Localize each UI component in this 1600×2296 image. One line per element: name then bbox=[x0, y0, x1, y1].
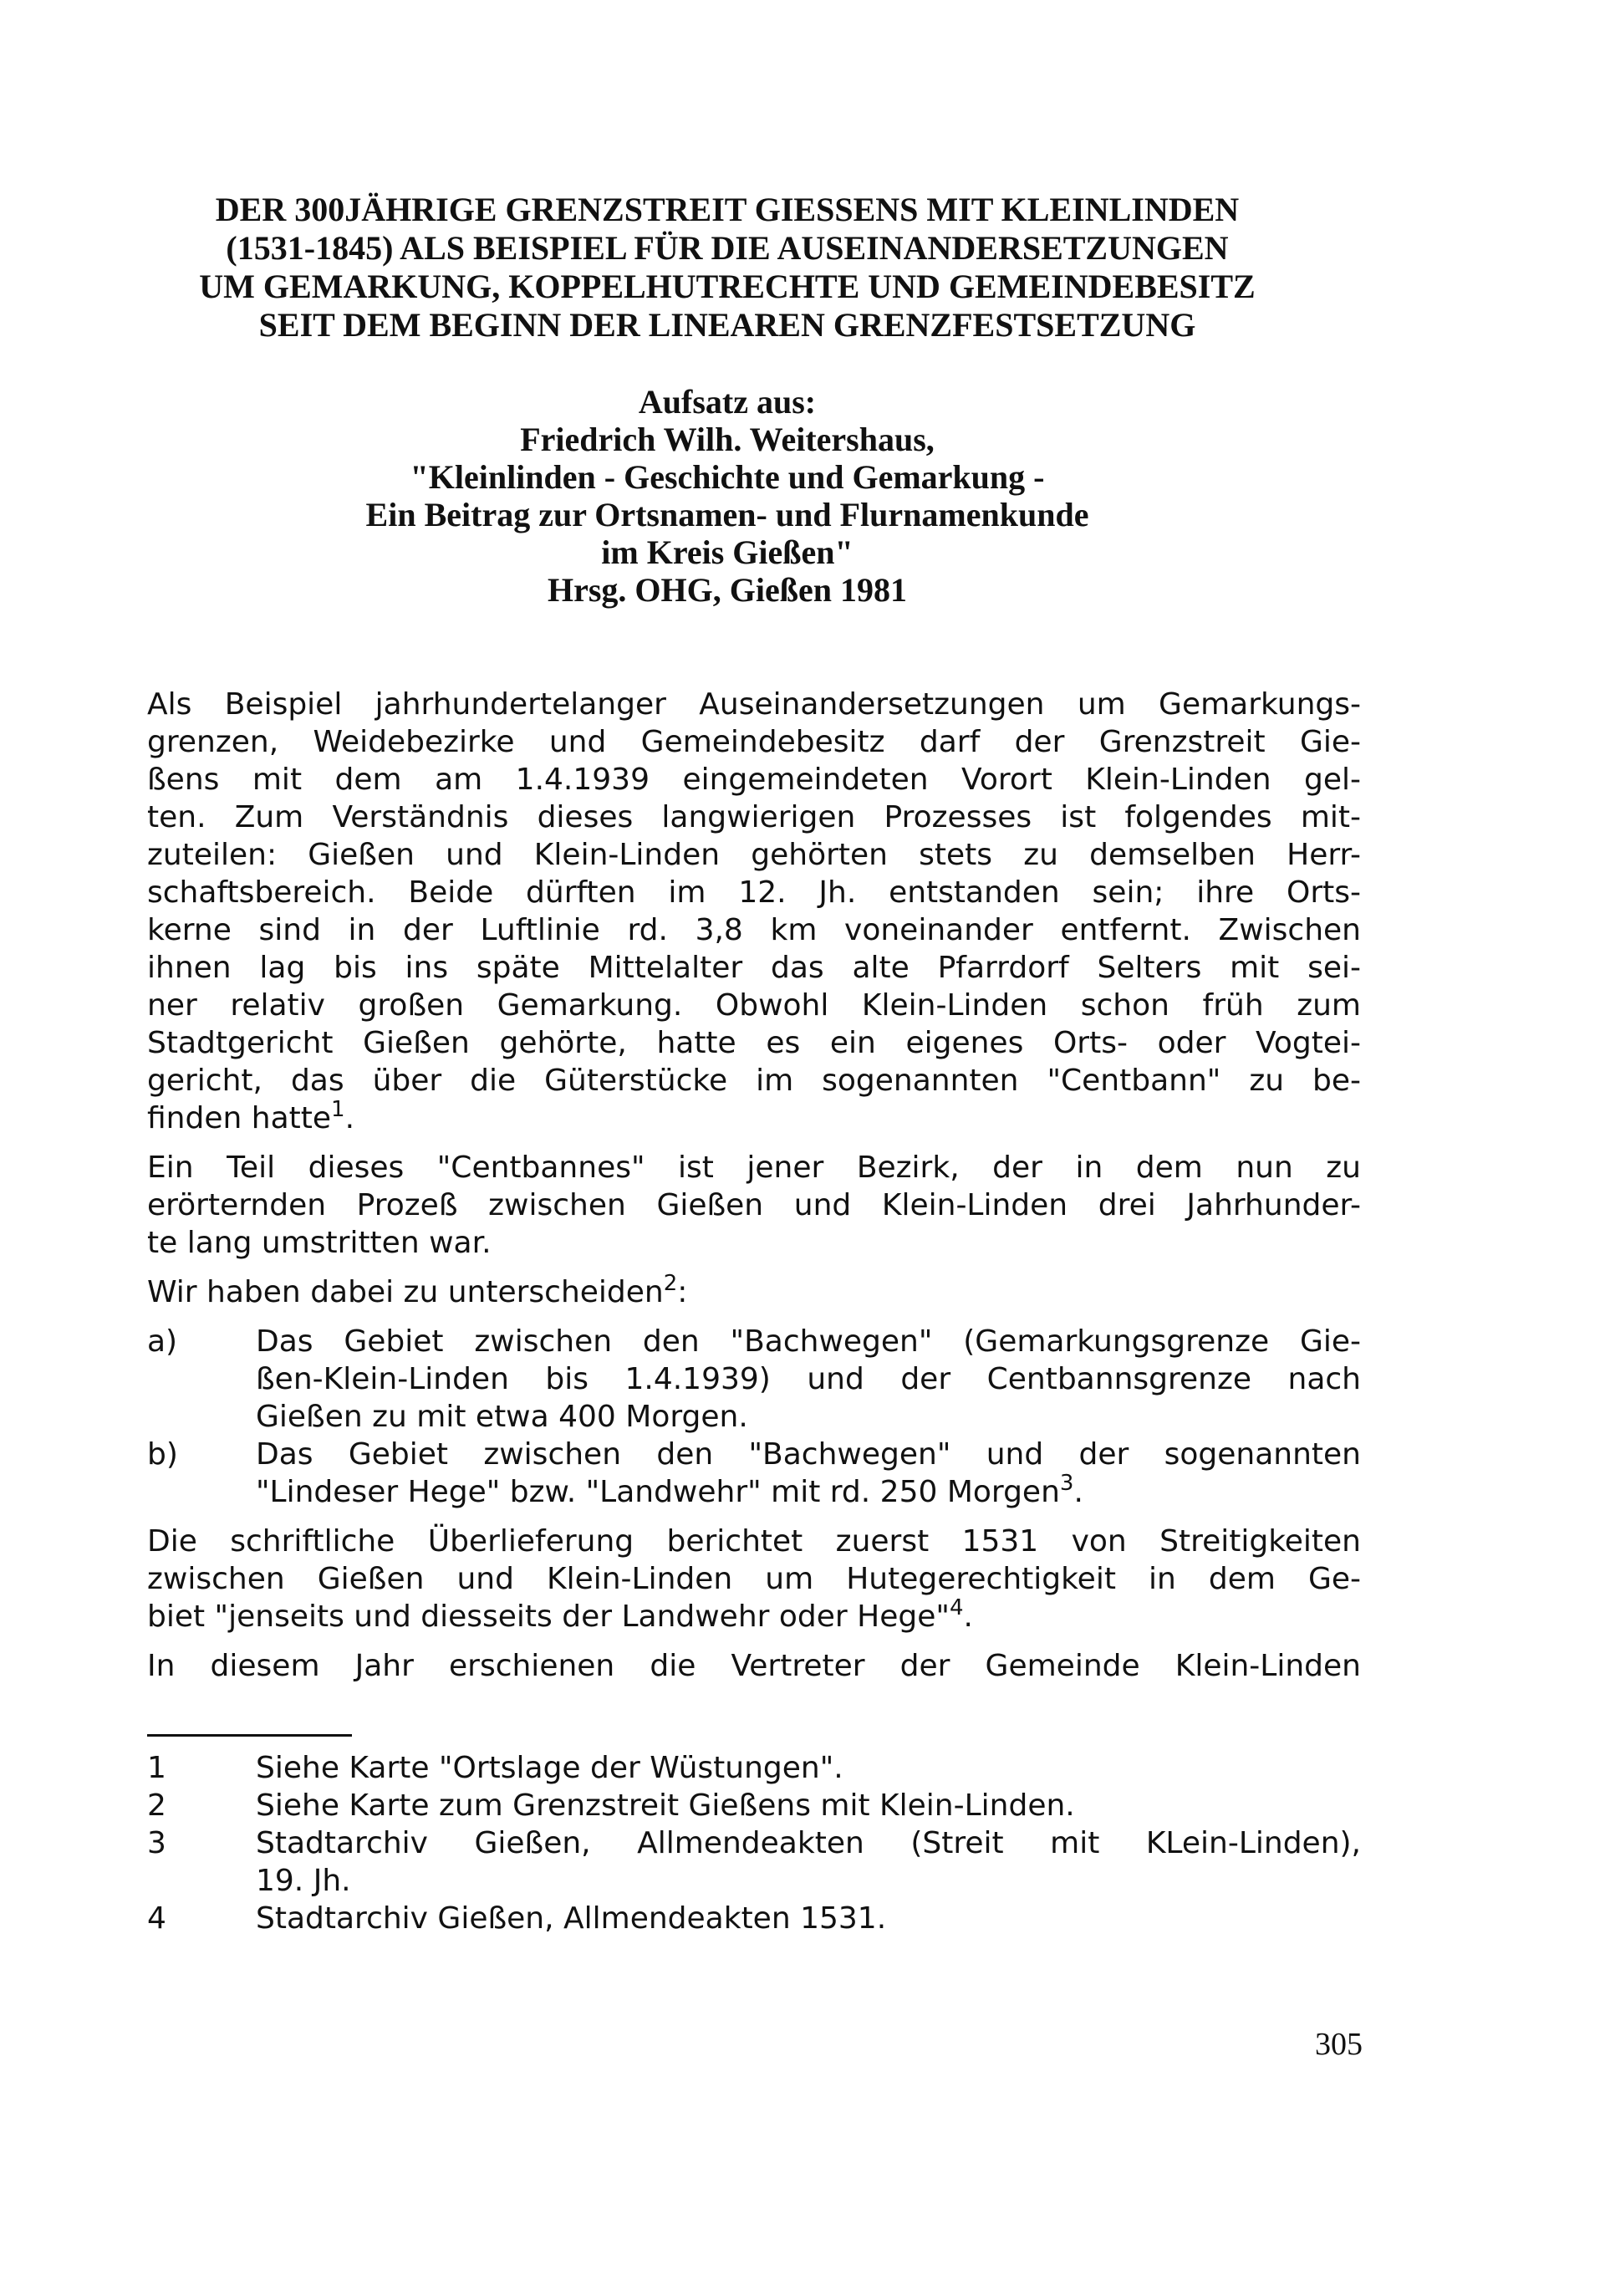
text-line: Das Gebiet zwischen den "Bachwegen" (Gemarkungsgrenze Gie- bbox=[256, 1324, 1361, 1359]
text-line: grenzen, Weidebezirke und Gemeindebesitz darf der Grenzstreit Gie- bbox=[147, 725, 1361, 759]
title-line: (1531-1845) ALS BEISPIEL FÜR DIE AUSEINANDERSETZUNGEN bbox=[226, 229, 1229, 267]
page-number: 305 bbox=[1315, 2027, 1363, 2062]
paragraph bbox=[147, 1523, 1361, 1635]
list-item bbox=[147, 1323, 1361, 1436]
text-line: zwischen Gießen und Klein-Linden um Hutegerechtigkeit in dem Ge- bbox=[147, 1562, 1361, 1596]
paragraph bbox=[147, 1647, 1361, 1685]
text-line bbox=[147, 1097, 1361, 1137]
text-fragment: "Lindeser Hege" bzw. "Landwehr" mit rd. 250 Morgen bbox=[256, 1475, 1060, 1509]
footnote-divider bbox=[147, 1734, 352, 1737]
text-line: 19. Jh. bbox=[256, 1864, 351, 1898]
article-title bbox=[125, 191, 1329, 344]
title-line: UM GEMARKUNG, KOPPELHUTRECHTE UND GEMEINDEBESITZ bbox=[199, 268, 1256, 305]
punctuation: . bbox=[344, 1101, 355, 1135]
title-line: DER 300JÄHRIGE GRENZSTREIT GIESSENS MIT KLEINLINDEN bbox=[215, 191, 1240, 228]
paragraph bbox=[147, 686, 1361, 1137]
text-line bbox=[256, 1473, 1361, 1511]
source-line: Friedrich Wilh. Weitershaus, bbox=[520, 421, 935, 458]
source-reference bbox=[125, 383, 1329, 609]
source-line: "Kleinlinden - Geschichte und Gemarkung - bbox=[410, 458, 1045, 496]
footnote bbox=[147, 1900, 1361, 1937]
footnote-reference[interactable]: 4 bbox=[949, 1595, 964, 1620]
footnote bbox=[147, 1824, 1361, 1900]
footnote-number: 1 bbox=[147, 1751, 166, 1785]
text-line bbox=[147, 1595, 1361, 1635]
text-line: Siehe Karte "Ortslage der Wüstungen". bbox=[256, 1751, 843, 1785]
footnote-number: 4 bbox=[147, 1901, 166, 1936]
text-line: Als Beispiel jahrhundertelanger Auseinandersetzungen um Gemarkungs- bbox=[147, 687, 1361, 722]
distinction-list bbox=[147, 1323, 1361, 1511]
source-line: Aufsatz aus: bbox=[638, 383, 817, 421]
footnote-number: 2 bbox=[147, 1788, 166, 1823]
paragraph bbox=[147, 1149, 1361, 1262]
footnote-text bbox=[256, 1824, 1361, 1900]
text-line: kerne sind in der Luftlinie rd. 3,8 km voneinander entfernt. Zwischen bbox=[147, 913, 1361, 947]
text-line: Siehe Karte zum Grenzstreit Gießens mit Klein-Linden. bbox=[256, 1788, 1075, 1823]
footnote-reference[interactable]: 2 bbox=[663, 1271, 678, 1296]
source-line: Ein Beitrag zur Ortsnamen- und Flurnamenkunde bbox=[365, 496, 1089, 533]
text-line: Stadtarchiv Gießen, Allmendeakten 1531. bbox=[256, 1901, 887, 1936]
text-line: ßen-Klein-Linden bis 1.4.1939) und der Centbannsgrenze nach bbox=[256, 1362, 1361, 1396]
list-marker: a) bbox=[147, 1324, 178, 1359]
text-fragment: Wir haben dabei zu unterscheiden bbox=[147, 1275, 664, 1309]
list-marker: b) bbox=[147, 1437, 178, 1472]
footnote-text bbox=[256, 1749, 1361, 1787]
text-line: te lang umstritten war. bbox=[147, 1226, 492, 1260]
list-item-text bbox=[256, 1436, 1361, 1511]
body-text bbox=[147, 686, 1361, 1696]
footnote-text bbox=[256, 1787, 1361, 1824]
footnote-number: 3 bbox=[147, 1826, 166, 1860]
text-line: Stadtarchiv Gießen, Allmendeakten (Streit mit KLein-Linden), bbox=[256, 1826, 1361, 1860]
paragraph bbox=[147, 1273, 1361, 1311]
footnotes bbox=[147, 1749, 1361, 1937]
text-line: ßens mit dem am 1.4.1939 eingemeindeten Vorort Klein-Linden gel- bbox=[147, 763, 1361, 797]
footnote-text bbox=[256, 1900, 1361, 1937]
text-line: ner relativ großen Gemarkung. Obwohl Klein-Linden schon früh zum bbox=[147, 988, 1361, 1023]
title-line: SEIT DEM BEGINN DER LINEAREN GRENZFESTSETZUNG bbox=[258, 306, 1196, 344]
text-line bbox=[147, 1273, 1361, 1311]
punctuation: : bbox=[677, 1275, 688, 1309]
text-line: Die schriftliche Überlieferung berichtet zuerst 1531 von Streitigkeiten bbox=[147, 1524, 1361, 1559]
footnote bbox=[147, 1787, 1361, 1824]
footnote-reference[interactable]: 1 bbox=[331, 1097, 345, 1122]
source-line: Hrsg. OHG, Gießen 1981 bbox=[548, 571, 907, 609]
text-line: ten. Zum Verständnis dieses langwierigen Prozesses ist folgendes mit- bbox=[147, 800, 1361, 834]
text-line: zuteilen: Gießen und Klein-Linden gehörten stets zu demselben Herr- bbox=[147, 838, 1361, 872]
text-line: In diesem Jahr erschienen die Vertreter der Gemeinde Klein-Linden bbox=[147, 1649, 1361, 1683]
source-line: im Kreis Gießen" bbox=[601, 533, 854, 571]
text-line: erörternden Prozeß zwischen Gießen und Klein-Linden drei Jahrhunder- bbox=[147, 1188, 1361, 1222]
punctuation: . bbox=[1073, 1475, 1083, 1509]
text-line: ihnen lag bis ins späte Mittelalter das alte Pfarrdorf Selters mit sei- bbox=[147, 951, 1361, 985]
footnote bbox=[147, 1749, 1361, 1787]
text-line: gericht, das über die Güterstücke im sogenannten "Centbann" zu be- bbox=[147, 1064, 1361, 1098]
text-line: Stadtgericht Gießen gehörte, hatte es ein eigenes Orts- oder Vogtei- bbox=[147, 1026, 1361, 1060]
list-item-text bbox=[256, 1323, 1361, 1436]
text-line: Ein Teil dieses "Centbannes" ist jener Bezirk, der in dem nun zu bbox=[147, 1151, 1361, 1185]
footnote-reference[interactable]: 3 bbox=[1059, 1471, 1074, 1496]
text-fragment: biet "jenseits und diesseits der Landwehr oder Hege" bbox=[147, 1600, 950, 1634]
list-item bbox=[147, 1436, 1361, 1511]
punctuation: . bbox=[963, 1600, 973, 1634]
text-fragment: finden hatte bbox=[147, 1101, 332, 1135]
text-line: Das Gebiet zwischen den "Bachwegen" und der sogenannten bbox=[256, 1437, 1361, 1472]
text-line: Gießen zu mit etwa 400 Morgen. bbox=[256, 1400, 748, 1434]
text-line: schaftsbereich. Beide dürften im 12. Jh. entstanden sein; ihre Orts- bbox=[147, 875, 1361, 910]
